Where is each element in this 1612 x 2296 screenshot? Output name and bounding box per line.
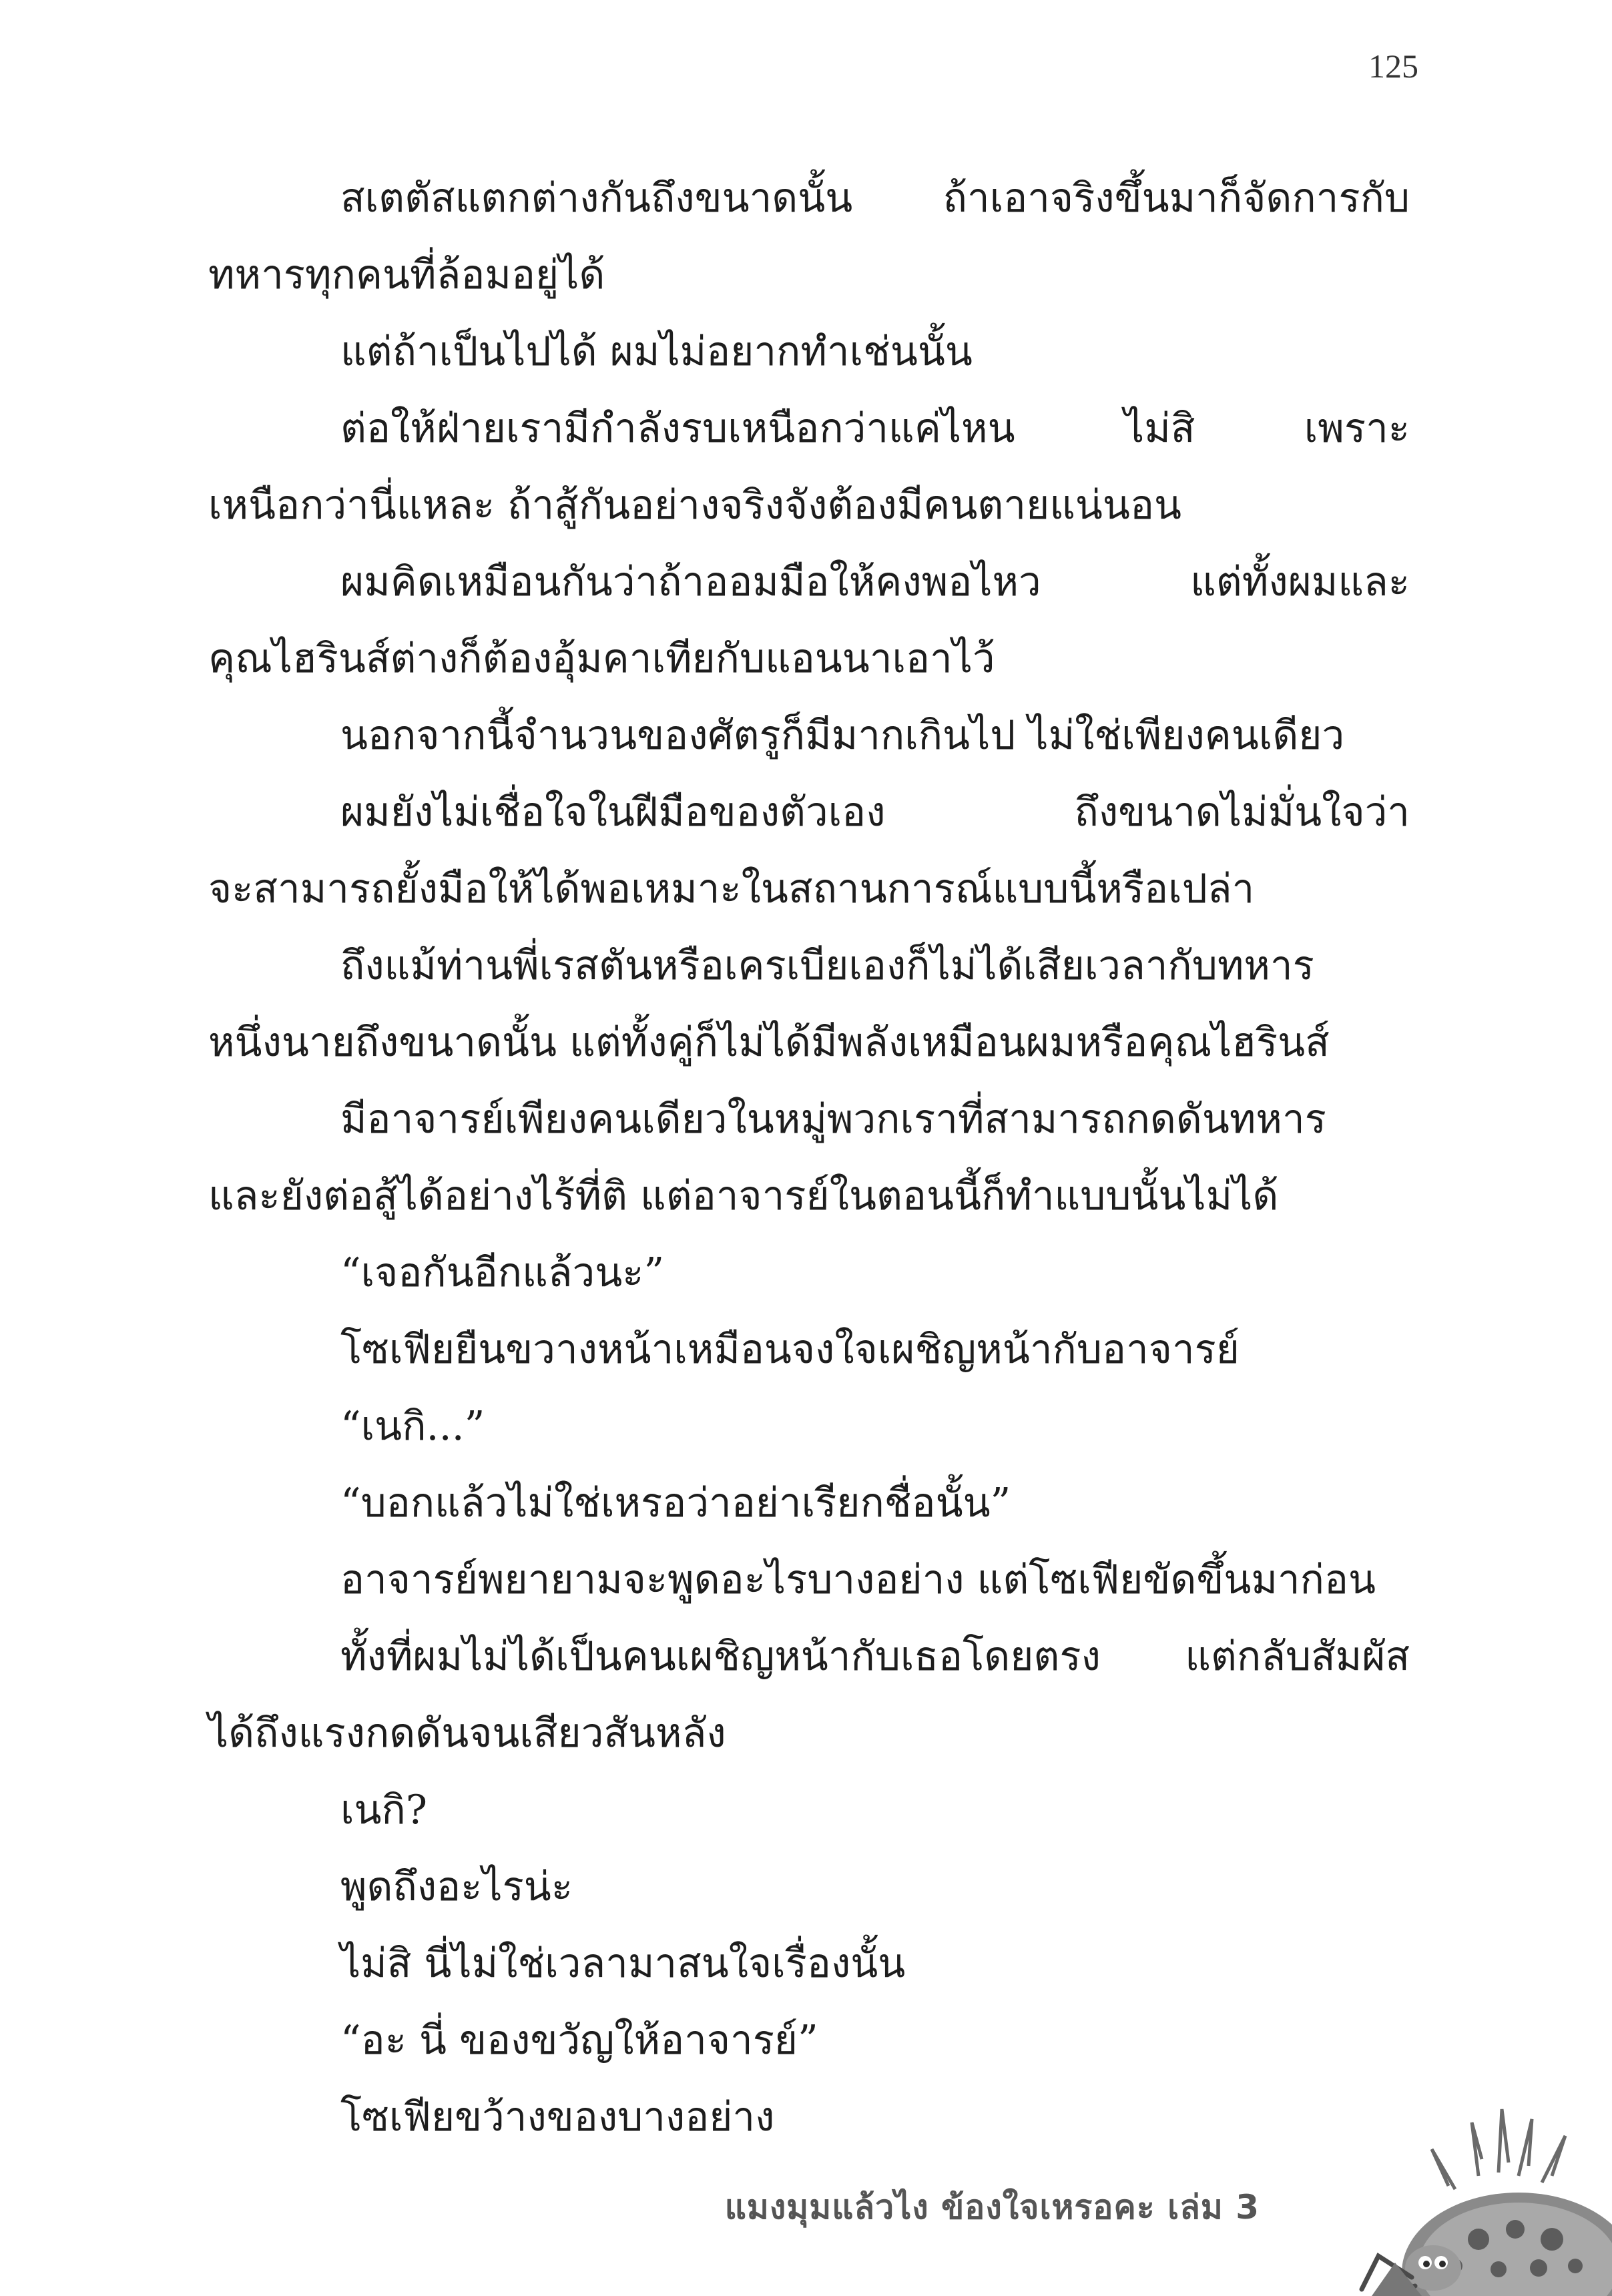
paragraph — [208, 697, 1410, 774]
text-line: ผมยังไม่เชื่อใจในฝีมือของตัวเอง ถึงขนาดไม่มั่นใจว่า — [340, 789, 1410, 836]
paragraph — [208, 160, 1410, 314]
text-line: ไม่สิ นี่ไม่ใช่เวลามาสนใจเรื่องนั้น — [340, 1940, 906, 1987]
text-line: เหนือกว่านี่แหละ ถ้าสู้กันอย่างจริงจังต้องมีคนตายแน่นอน — [208, 482, 1181, 529]
text-line: “เนกิ...” — [340, 1403, 485, 1450]
text-line: “เจอกันอีกแล้วนะ” — [340, 1249, 665, 1296]
text-line: “อะ นี่ ของขวัญให้อาจารย์” — [340, 2017, 818, 2064]
text-line: ถึงแม้ท่านพี่เรสตันหรือเครเบียเองก็ไม่ได้เสียเวลากับทหาร — [340, 942, 1314, 989]
text-line: นอกจากนี้จำนวนของศัตรูก็มีมากเกินไป ไม่ใช่เพียงคนเดียว — [340, 712, 1345, 759]
text-line: ทั้งที่ผมไม่ได้เป็นคนเผชิญหน้ากับเธอโดยตรง แต่กลับสัมผัส — [340, 1633, 1410, 1680]
text-line: ต่อให้ฝ่ายเรามีกำลังรบเหนือกว่าแค่ไหน ไม่สิ เพราะ — [340, 405, 1410, 452]
text-line: ทหารทุกคนที่ล้อมอยู่ได้ — [208, 252, 605, 298]
paragraph — [208, 390, 1410, 544]
paragraph — [208, 1542, 1410, 1619]
text-line: แต่ถ้าเป็นไปได้ ผมไม่อยากทำเช่นนั้น — [340, 328, 973, 375]
text-line: “บอกแล้วไม่ใช่เหรอว่าอย่าเรียกชื่อนั้น” — [340, 1480, 1011, 1526]
text-line: สเตตัสแตกต่างกันถึงขนาดนั้น ถ้าเอาจริงขึ้นมาก็จัดการกับ — [340, 175, 1410, 222]
paragraph — [208, 544, 1410, 697]
paragraph — [208, 2079, 1410, 2156]
spider-mascot-illustration — [1278, 2096, 1612, 2296]
paragraph — [208, 1312, 1410, 1388]
text-line: ผมคิดเหมือนกันว่าถ้าออมมือให้คงพอไหว แต่ทั้งผมและ — [340, 559, 1410, 605]
paragraph — [208, 314, 1410, 390]
paragraph — [208, 928, 1410, 1081]
text-line: ได้ถึงแรงกดดันจนเสียวสันหลัง — [208, 1710, 726, 1757]
text-line: คุณไฮรินส์ต่างก็ต้องอุ้มคาเทียกับแอนนาเอาไว้ — [208, 635, 995, 682]
paragraph — [208, 774, 1410, 928]
text-line: เนกิ? — [340, 1787, 428, 1833]
text-line: และยังต่อสู้ได้อย่างไร้ที่ติ แต่อาจารย์ในตอนนี้ก็ทำแบบนั้นไม่ได้ — [208, 1173, 1279, 1219]
paragraph — [208, 1081, 1410, 1235]
page-number: 125 — [1368, 47, 1418, 85]
running-footer-title: แมงมุมแล้วไง ข้องใจเหรอคะ เล่ม 3 — [724, 2188, 1260, 2227]
text-line: พูดถึงอะไรน่ะ — [340, 1863, 573, 1910]
text-line: หนึ่งนายถึงขนาดนั้น แต่ทั้งคู่ก็ไม่ได้มีพลังเหมือนผมหรือคุณไฮรินส์ — [208, 1019, 1330, 1066]
paragraph — [208, 1619, 1410, 1772]
text-line: จะสามารถยั้งมือให้ได้พอเหมาะในสถานการณ์แบบนี้หรือเปล่า — [208, 866, 1255, 912]
text-line: โซเฟียขว้างของบางอย่าง — [340, 2094, 775, 2140]
text-line: อาจารย์พยายามจะพูดอะไรบางอย่าง แต่โซเฟียขัดขึ้นมาก่อน — [340, 1556, 1376, 1603]
body-text — [208, 160, 1410, 2156]
paragraph — [208, 1772, 1410, 1849]
paragraph — [208, 1388, 1410, 1465]
paragraph — [208, 2002, 1410, 2079]
paragraph — [208, 1926, 1410, 2002]
text-line: มีอาจารย์เพียงคนเดียวในหมู่พวกเราที่สามารถกดดันทหาร — [340, 1096, 1326, 1143]
text-line: โซเฟียยืนขวางหน้าเหมือนจงใจเผชิญหน้ากับอาจารย์ — [340, 1326, 1240, 1373]
paragraph — [208, 1849, 1410, 1926]
paragraph — [208, 1465, 1410, 1542]
paragraph — [208, 1235, 1410, 1312]
